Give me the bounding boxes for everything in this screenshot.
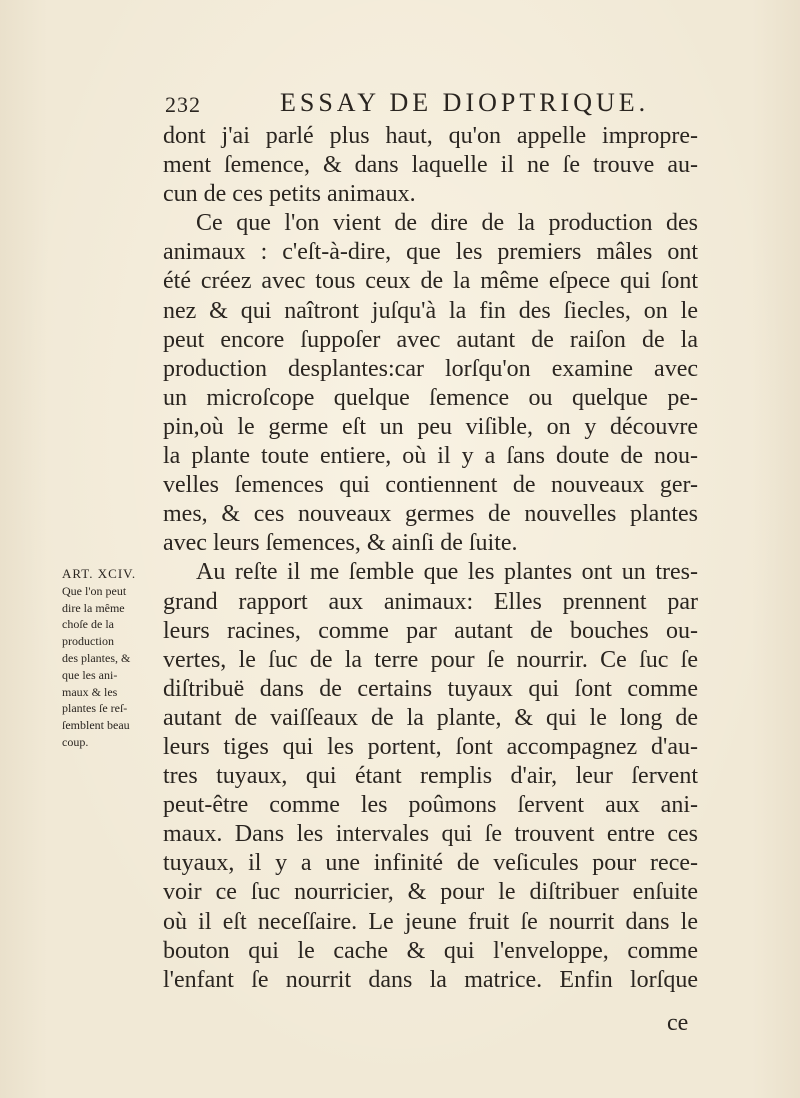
text-line: cun de ces petits animaux. xyxy=(163,181,416,208)
article-number: ART. XCIV. xyxy=(62,566,137,581)
margin-note-line: ſemblent beau xyxy=(62,718,130,733)
margin-note-line: des plantes, & xyxy=(62,650,131,665)
margin-note-line: coup. xyxy=(62,734,89,749)
text-line: tres tuyaux, qui étant remplis d'air, leur ſervent xyxy=(163,763,698,790)
margin-note-line: Que l'on peut xyxy=(62,583,127,598)
text-line: voir ce ſuc nourricier, & pour le diſtribuer enſuite xyxy=(163,879,698,906)
text-line: l'enfant ſe nourrit dans la matrice. Enfin lorſque xyxy=(163,966,698,993)
catchword: ce xyxy=(667,1010,689,1036)
margin-note xyxy=(62,566,162,751)
text-line: été créez avec tous ceux de la même eſpece qui ſont xyxy=(163,268,698,295)
text-line: maux. Dans les intervales qui ſe trouvent entre ces xyxy=(163,821,698,848)
text-line: un microſcope quelque ſemence ou quelque pe- xyxy=(163,384,698,411)
text-line: peut-être comme les poûmons ſervent aux ani- xyxy=(163,792,698,819)
text-line: diſtribuë dans de certains tuyaux qui ſont comme xyxy=(163,675,698,702)
margin-note-line: production xyxy=(62,634,114,649)
text-line: mes, & ces nouveaux germes de nouvelles plantes xyxy=(163,501,698,528)
body-text xyxy=(163,122,698,995)
text-line: ment ſemence, & dans laquelle il ne ſe trouve au- xyxy=(163,152,698,179)
margin-note-line: plantes ſe reſ- xyxy=(62,701,128,716)
text-line: la plante toute entiere, où il y a ſans doute de nou- xyxy=(163,443,698,470)
text-line: peut encore ſuppoſer avec autant de raiſon de la xyxy=(163,326,698,353)
text-line: dont j'ai parlé plus haut, qu'on appelle impropre- xyxy=(163,123,698,149)
margin-note-line: choſe de la xyxy=(62,617,114,632)
text-line: production desplantes:car lorſqu'on examine avec xyxy=(163,355,698,382)
text-line: où il eſt neceſſaire. Le jeune fruit ſe nourrit dans le xyxy=(163,908,698,935)
page-header xyxy=(165,88,695,120)
text-line: leurs tiges qui les portent, ſont accompagnez d'au- xyxy=(163,733,698,760)
margin-note-line: que les ani- xyxy=(62,667,118,682)
margin-note-line: maux & les xyxy=(62,684,118,699)
running-title: ESSAY DE DIOPTRIQUE. xyxy=(280,88,650,117)
text-line: grand rapport aux animaux: Elles prennent par xyxy=(163,588,698,615)
text-line: leurs racines, comme par autant de bouches ou- xyxy=(163,617,698,644)
text-line: nez & qui naîtront juſqu'à la fin des ſiecles, on le xyxy=(163,297,698,324)
text-line: vertes, le ſuc de la terre pour ſe nourrir. Ce ſuc ſe xyxy=(163,646,698,673)
text-line: avec leurs ſemences, & ainſi de ſuite. xyxy=(163,530,518,557)
page-number: 232 xyxy=(165,92,201,117)
text-line: tuyaux, il y a une infinité de veſicules pour rece- xyxy=(163,850,698,877)
text-line: animaux : c'eſt-à-dire, que les premiers mâles ont xyxy=(163,239,698,266)
text-line: pin,où le germe eſt un peu viſible, on y découvre xyxy=(163,413,698,440)
margin-note-line: dire la même xyxy=(62,600,125,615)
text-line: autant de vaiſſeaux de la plante, & qui le long de xyxy=(163,704,698,731)
text-line: Ce que l'on vient de dire de la production des xyxy=(196,210,698,237)
text-line: velles ſemences qui contiennent de nouveaux ger- xyxy=(163,472,698,499)
text-line: bouton qui le cache & qui l'enveloppe, comme xyxy=(163,937,698,964)
text-line: Au reſte il me ſemble que les plantes ont un tres- xyxy=(196,559,698,586)
